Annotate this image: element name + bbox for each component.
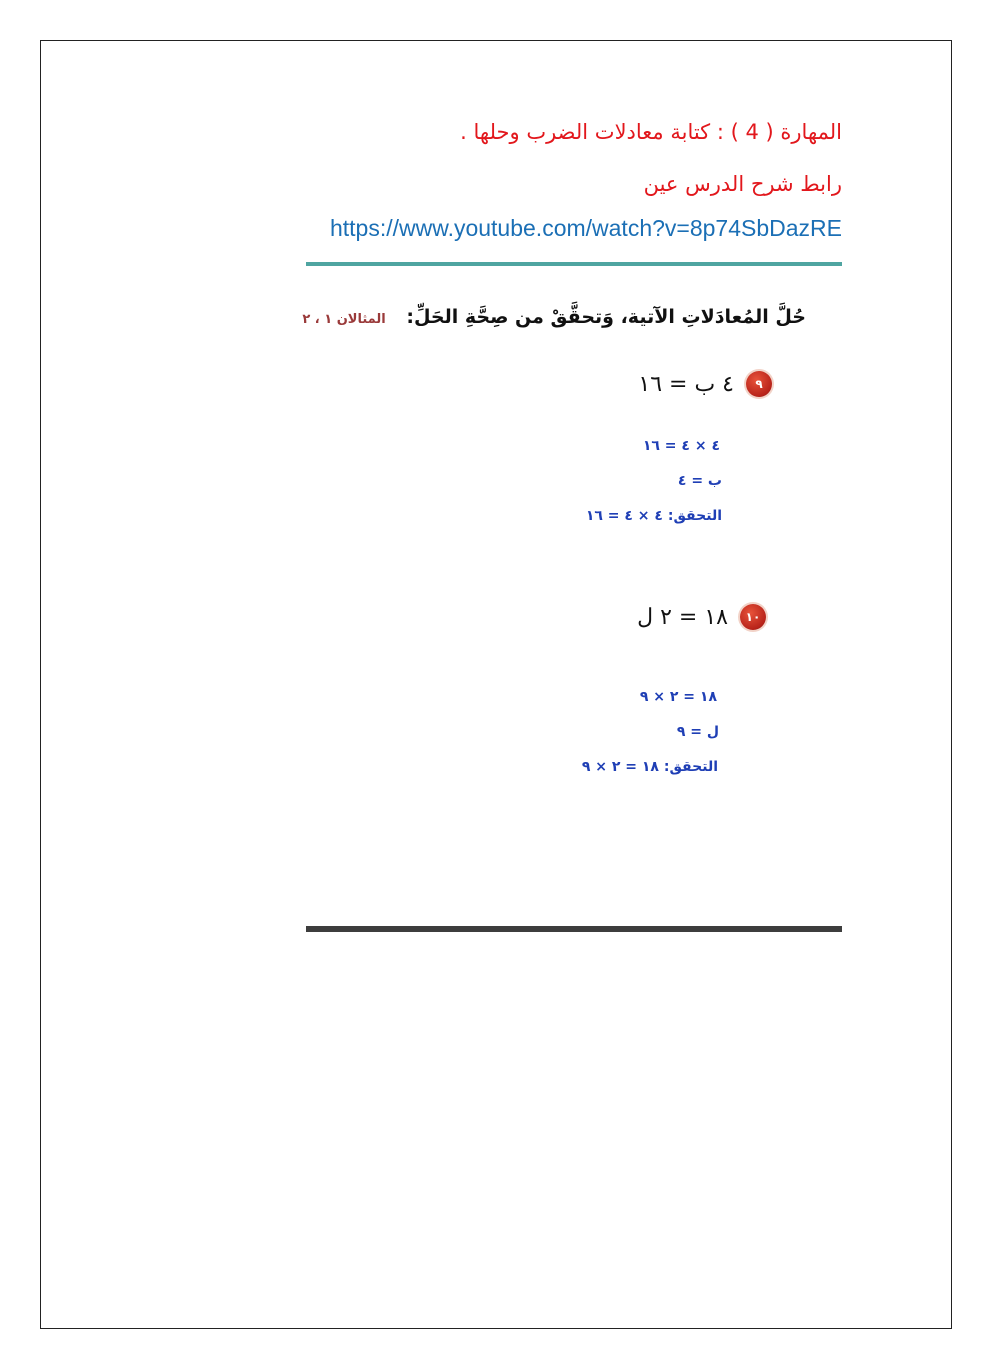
examples-reference: المثالان ١ ، ٢	[302, 312, 386, 327]
problem-equation: ١٨ = ٢ ل	[637, 604, 728, 630]
exercise-instruction	[302, 306, 806, 328]
solution-step: ل = ٩	[676, 724, 719, 740]
solution-step: ١٨ = ٢ × ٩	[639, 689, 717, 705]
youtube-link[interactable]: https://www.youtube.com/watch?v=8p74SbDazRE	[329, 215, 842, 241]
lesson-link-label: رابط شرح الدرس عين	[643, 172, 842, 196]
skill-title: المهارة ( 4 ) : كتابة معادلات الضرب وحلها .	[460, 120, 842, 144]
dark-divider	[306, 926, 842, 932]
verification-step: التحقق: ٤ × ٤ = ١٦	[585, 508, 722, 524]
problem-10	[637, 604, 766, 630]
problem-number-badge: ١٠	[740, 604, 766, 630]
instruction-text: حُلَّ المُعادَلاتِ الآتية، وَتحقَّقْ من صِحَّةِ الحَلِّ:	[406, 306, 806, 328]
verification-step: التحقق: ١٨ = ٢ × ٩	[581, 759, 718, 775]
problem-number-badge: ٩	[746, 371, 772, 397]
solution-step: ٤ × ٤ = ١٦	[642, 438, 720, 454]
problem-9	[638, 371, 772, 397]
problem-equation: ٤ ب = ١٦	[638, 371, 734, 397]
solution-step: ب = ٤	[677, 473, 722, 489]
teal-divider	[306, 262, 842, 266]
